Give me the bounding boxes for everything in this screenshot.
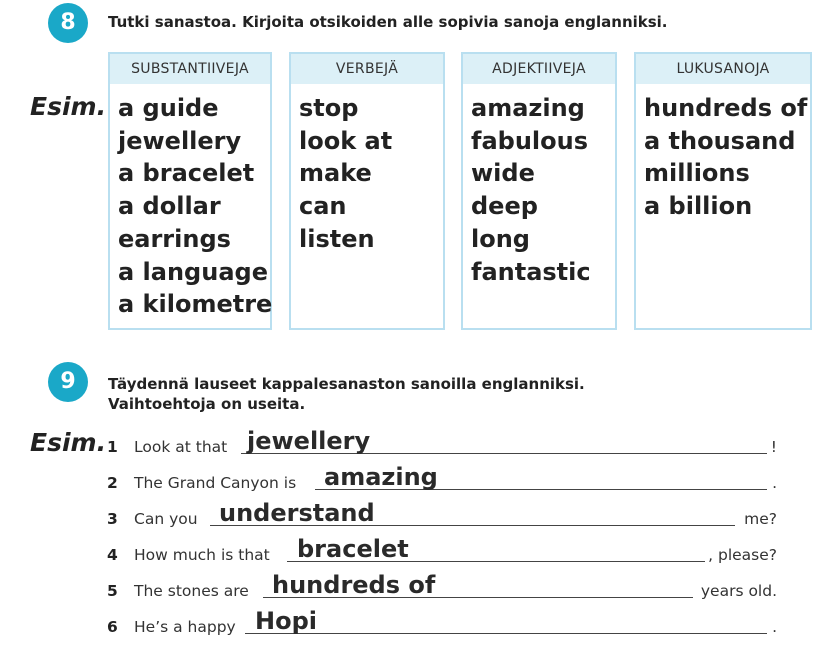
word-item: look at [299,126,393,155]
sentence-number: 3 [107,510,118,528]
sentence-prefix: The stones are [134,582,249,600]
column-header-adjectives: ADJEKTIIVEJA [463,54,615,84]
word-item: listen [299,224,375,253]
sentence-suffix: . [772,618,777,636]
sentence-prefix: The Grand Canyon is [134,474,297,492]
sentence-prefix: Look at that [134,438,228,456]
exercise-9-instruction-line1: Täydennä lauseet kappalesanaston sanoilla englanniksi. [108,375,585,393]
sentence-row-4 [107,535,777,568]
sentence-suffix: years old. [700,582,777,600]
sentence-number: 6 [107,618,118,636]
exercise-8-instruction: Tutki sanastoa. Kirjoita otsikoiden alle sopivia sanoja englanniksi. [108,13,668,31]
answer-text: Hopi [255,607,317,635]
word-list-verbs [291,84,443,256]
answer-text: jewellery [247,427,371,455]
column-header-verbs: VERBEJÄ [291,54,443,84]
answer-text: understand [219,499,375,527]
sentence-row-1 [107,427,777,460]
sentence-prefix: Can you [134,510,198,528]
column-header-numerals: LUKUSANOJA [636,54,810,84]
word-item: wide [471,159,535,188]
exercise-8-example-label: Esim. [30,92,107,121]
word-item: jewellery [118,126,242,155]
exercise-9-example-label: Esim. [30,428,107,457]
column-adjectives [461,52,617,330]
word-item: millions [644,159,750,188]
sentence-row-6 [107,607,777,640]
word-item: stop [299,94,359,122]
column-verbs [289,52,445,330]
word-item: a bracelet [118,159,255,188]
answer-text: bracelet [297,535,409,563]
column-numerals [634,52,812,330]
sentence-number: 5 [107,582,118,600]
word-item: amazing [471,94,585,122]
column-header-nouns: SUBSTANTIIVEJA [110,54,270,84]
word-item: make [299,159,372,188]
sentence-suffix: me? [744,510,777,528]
word-list-nouns [110,84,273,321]
word-item: fantastic [471,257,591,286]
sentence-prefix: How much is that [134,546,270,564]
sentence-suffix: , please? [708,546,777,564]
sentence-suffix: . [772,474,777,492]
word-item: long [471,224,530,253]
sentence-row-3 [107,499,777,532]
word-list-adjectives [463,84,615,288]
word-item: a dollar [118,192,221,221]
answer-text: hundreds of [272,571,436,599]
exercise-9-number-badge: 9 [48,362,88,402]
word-item: a thousand [644,126,796,155]
word-item: a billion [644,192,753,221]
word-item: a guide [118,94,219,122]
sentence-suffix: ! [770,438,777,456]
word-item: can [299,192,347,221]
exercise-8-number-badge: 8 [48,3,88,43]
word-list-numerals [636,84,810,223]
sentence-number: 1 [107,438,118,456]
sentence-number: 2 [107,474,118,492]
sentence-row-5 [107,571,777,604]
word-item: a kilometre [118,290,273,319]
word-item: fabulous [471,126,588,155]
sentence-prefix: He’s a happy [134,618,236,636]
answer-text: amazing [324,463,438,491]
column-nouns [108,52,272,330]
word-item: deep [471,192,538,221]
word-item: hundreds of [644,94,808,122]
word-item: a language [118,257,268,286]
sentence-number: 4 [107,546,118,564]
word-item: earrings [118,224,231,253]
exercise-9-instruction-line2: Vaihtoehtoja on useita. [108,395,306,413]
sentence-row-2 [107,463,777,496]
answer-line[interactable] [245,633,767,634]
